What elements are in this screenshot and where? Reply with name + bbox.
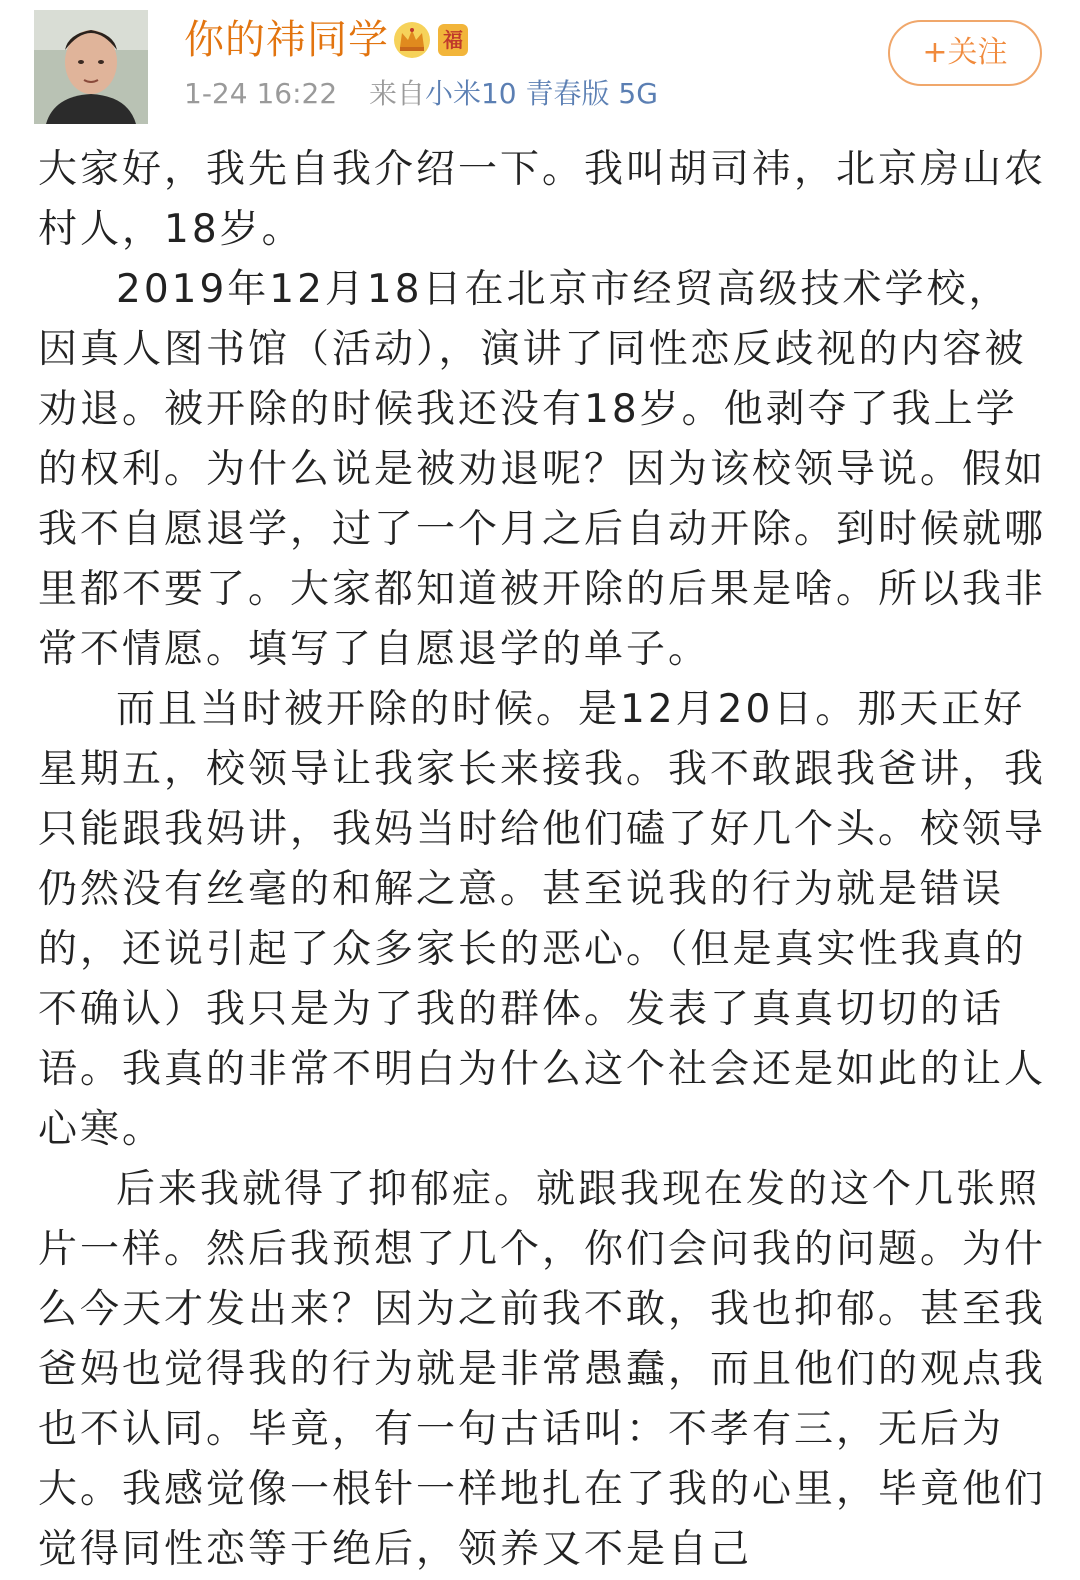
source-prefix: 来自 [368, 77, 425, 110]
post-content [38, 140, 1048, 1580]
avatar-photo-icon [34, 10, 148, 124]
fu-badge-icon: 福 [438, 24, 468, 56]
post-paragraph-4: 后来我就得了抑郁症。就跟我现在发的这个几张照片一样。然后我预想了几个，你们会问我的问题。为什么今天才发出来？因为之前我不敢，我也抑郁。甚至我爸妈也觉得我的行为就是非常愚蠢，而且他们的观点我也不认同。毕竟，有一句古话叫：不孝有三，无后为大。我感觉像一根针一样地扎在了我的心里，毕竟他们觉得同性恋等于绝后，领养又不是自己 [38, 1167, 1047, 1572]
post-date: 1-24 16:22 [184, 77, 338, 110]
follow-button[interactable]: +关注 [888, 20, 1042, 86]
crown-icon [392, 20, 432, 60]
post-meta [184, 74, 658, 114]
source-device-link[interactable]: 小米10 青春版 5G [424, 77, 658, 110]
post-paragraph-1: 大家好，我先自我介绍一下。我叫胡司祎，北京房山农村人，18岁。 [38, 147, 1047, 252]
avatar[interactable] [34, 10, 148, 124]
post-header [0, 0, 1080, 140]
post-paragraph-2: 2019年12月18日在北京市经贸高级技术学校，因真人图书馆（活动），演讲了同性恋反歧视的内容被劝退。被开除的时候我还没有18岁。他剥夺了我上学的权利。为什么说是被劝退呢？因为该校领导说。假如我不自愿退学，过了一个月之后自动开除。到时候就哪里都不要了。大家都知道被开除的后果是啥。所以我非常不情愿。填写了自愿退学的单子。 [38, 267, 1047, 672]
username[interactable]: 你的祎同学 [184, 17, 389, 63]
post-paragraph-3: 而且当时被开除的时候。是12月20日。那天正好星期五，校领导让我家长来接我。我不敢跟我爸讲，我只能跟我妈讲，我妈当时给他们磕了好几个头。校领导仍然没有丝毫的和解之意。甚至说我的行为就是错误的，还说引起了众多家长的恶心。（但是真实性我真的不确认）我只是为了我的群体。发表了真真切切的话语。我真的非常不明白为什么这个社会还是如此的让人心寒。 [38, 687, 1047, 1152]
